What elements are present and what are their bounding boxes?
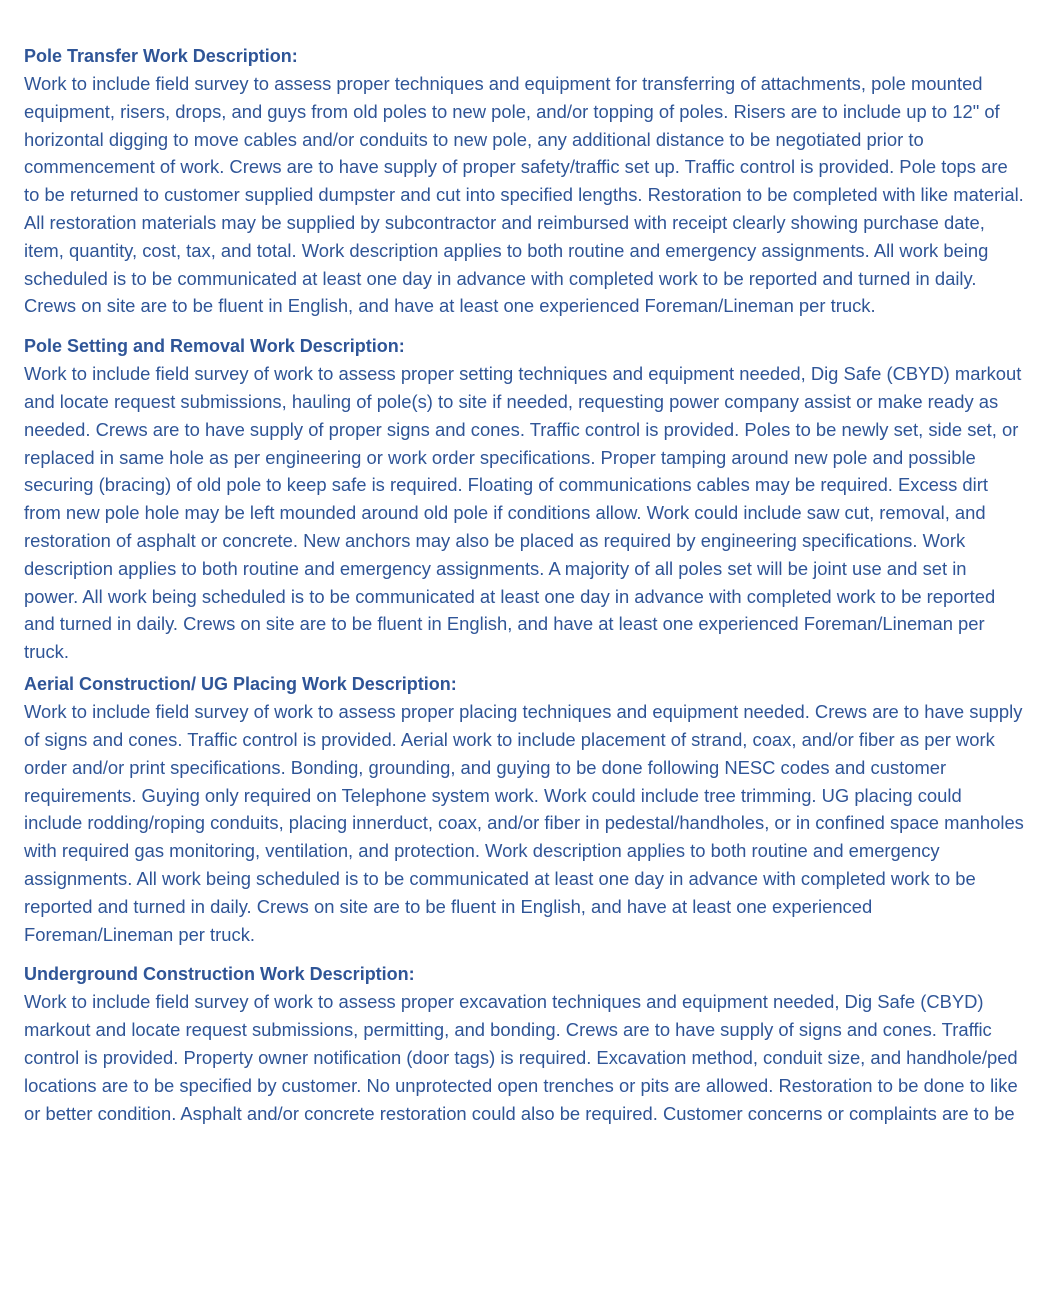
section-underground-construction xyxy=(24,962,1024,1158)
section-body: Work to include field survey to assess proper techniques and equipment for transferring of attachments, pole mounted equipment, risers, drops, and guys from old poles to new pole, and/or topping of poles. Risers are to include up to 12" of horizontal digging to move cables and/or conduits to new pole, any additional distance to be negotiated prior to commencement of work. Crews are to have supply of proper safety/traffic set up. Traffic control is provided. Pole tops are to be returned to customer supplied dumpster and cut into specified lengths. Restoration to be completed with like material. All restoration materials may be supplied by subcontractor and reimbursed with receipt clearly showing purchase date, item, quantity, cost, tax, and total. Work description applies to both routine and emergency assignments. All work being scheduled is to be communicated at least one day in advance with completed work to be reported and turned in daily. Crews on site are to be fluent in English, and have at least one experienced Foreman/Lineman per truck. xyxy=(24,73,1024,317)
section-body: Work to include field survey of work to assess proper placing techniques and equipment needed. Crews are to have supply of signs and cones. Traffic control is provided. Aerial work to include placement of strand, coax, and/or fiber as per work order and/or print specifications. Bonding, grounding, and guying to be done following NESC codes and customer requirements. Guying only required on Telephone system work. Work could include tree trimming. UG placing could include rodding/roping conduits, placing innerduct, coax, and/or fiber in pedestal/handholes, or in confined space manholes with required gas monitoring, ventilation, and protection. Work description applies to both routine and emergency assignments. All work being scheduled is to be communicated at least one day in advance with completed work to be reported and turned in daily. Crews on site are to be fluent in English, and have at least one experienced Foreman/Lineman per truck. xyxy=(24,701,1024,945)
section-body: Work to include field survey of work to assess proper setting techniques and equipment needed, Dig Safe (CBYD) markout and locate request submissions, hauling of pole(s) to site if needed, requesting power company assist or make ready as needed. Crews are to have supply of proper signs and cones. Traffic control is provided. Poles to be newly set, side set, or replaced in same hole as per engineering or work order specifications. Proper tamping around new pole and possible securing (bracing) of old pole to keep safe is required. Floating of communications cables may be required. Excess dirt from new pole hole may be left mounded around old pole if conditions allow. Work could include saw cut, removal, and restoration of asphalt or concrete. New anchors may also be placed as required by engineering specifications. Work description applies to both routine and emergency assignments. A majority of all poles set will be joint use and set in power. All work being scheduled is to be communicated at least one day in advance with completed work to be reported and turned in daily. Crews on site are to be fluent in English, and have at least one experienced Foreman/Lineman per truck. xyxy=(24,363,1022,663)
section-title: Underground Construction Work Description: xyxy=(24,964,415,985)
document-page xyxy=(24,44,1024,1158)
section-title: Pole Setting and Removal Work Description: xyxy=(24,336,405,357)
section-pole-setting-removal xyxy=(24,334,1024,670)
section-aerial-ug-placing xyxy=(24,672,1024,948)
section-title: Pole Transfer Work Description: xyxy=(24,46,298,66)
section-pole-transfer xyxy=(24,44,1024,320)
section-body: Work to include field survey of work to assess proper excavation techniques and equipment needed, Dig Safe (CBYD) markout and locate request submissions, permitting, and bonding. Crews are to have supply of signs and cones. Traffic control is provided. Property owner notification (door tags) is required. Excavation method, conduit size, and handhole/ped locations are to be specified by customer. No unprotected open trenches or pits are allowed. Restoration to be done to like or better condition. Asphalt and/or concrete restoration could also be required. Customer concerns or complaints are to be xyxy=(24,991,1018,1124)
section-title: Aerial Construction/ UG Placing Work Description: xyxy=(24,674,457,695)
